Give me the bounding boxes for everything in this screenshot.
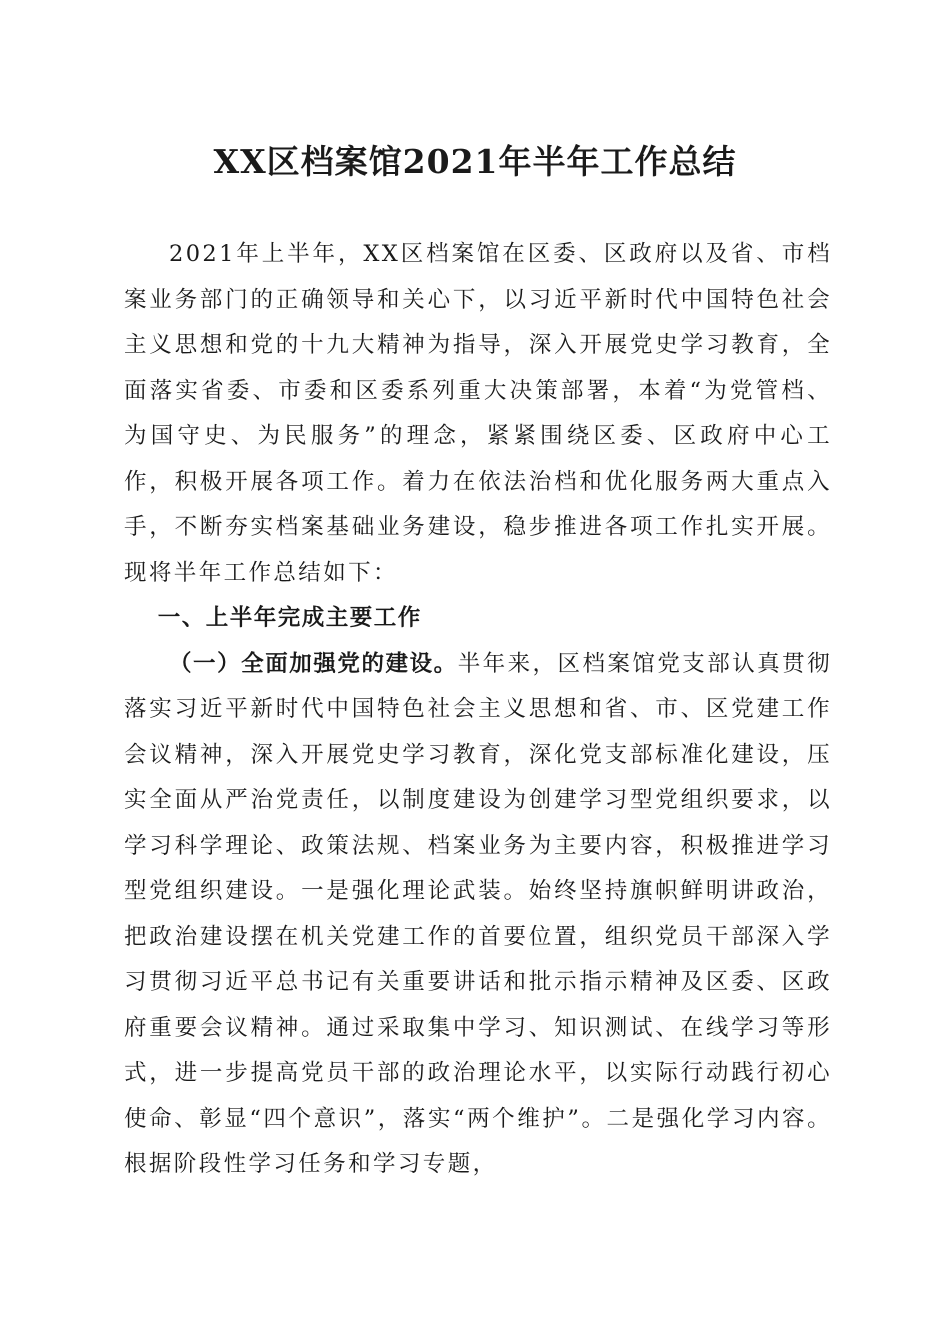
subsection-text: 半年来，区档案馆党支部认真贯彻落实习近平新时代中国特色社会主义思想和省、市、区党建工作会议精神，深入开展党史学习教育，深化党支部标准化建设，压实全面从严治党责任，以制度建设为创建学习型党组织要求，以学习科学理论、政策法规、档案业务为主要内容，积极推进学习型党组织建设。一是强化理论武装。始终坚持旗帜鲜明讲政治，把政治建设摆在机关党建工作的首要位置，组织党员干部深入学习贯彻习近平总书记有关重要讲话和批示指示精神及区委、区政府重要会议精神。通过采取集中学习、知识测试、在线学习等形式，进一步提高党员干部的政治理论水平，以实际行动践行初心使命、彰显“四个意识”，落实“两个维护”。二是强化学习内容。根据阶段性学习任务和学习专题， — [124, 650, 832, 1177]
body-paragraph — [124, 642, 832, 1188]
document-body — [124, 232, 832, 1188]
document-title: XX区档案馆2021年半年工作总结 — [213, 142, 737, 181]
intro-paragraph: 2021年上半年，XX区档案馆在区委、区政府以及省、市档案业务部门的正确领导和关心下，以习近平新时代中国特色社会主义思想和党的十九大精神为指导，深入开展党史学习教育，全面落实省委、市委和区委系列重大决策部署，本着“为党管档、为国守史、为民服务”的理念，紧紧围绕区委、区政府中心工作，积极开展各项工作。着力在依法治档和优化服务两大重点入手，不断夯实档案基础业务建设，稳步推进各项工作扎实开展。现将半年工作总结如下： — [124, 241, 832, 586]
section-heading: 一、上半年完成主要工作 — [157, 605, 422, 631]
subsection-heading: （一）全面加强党的建设。 — [169, 650, 458, 677]
